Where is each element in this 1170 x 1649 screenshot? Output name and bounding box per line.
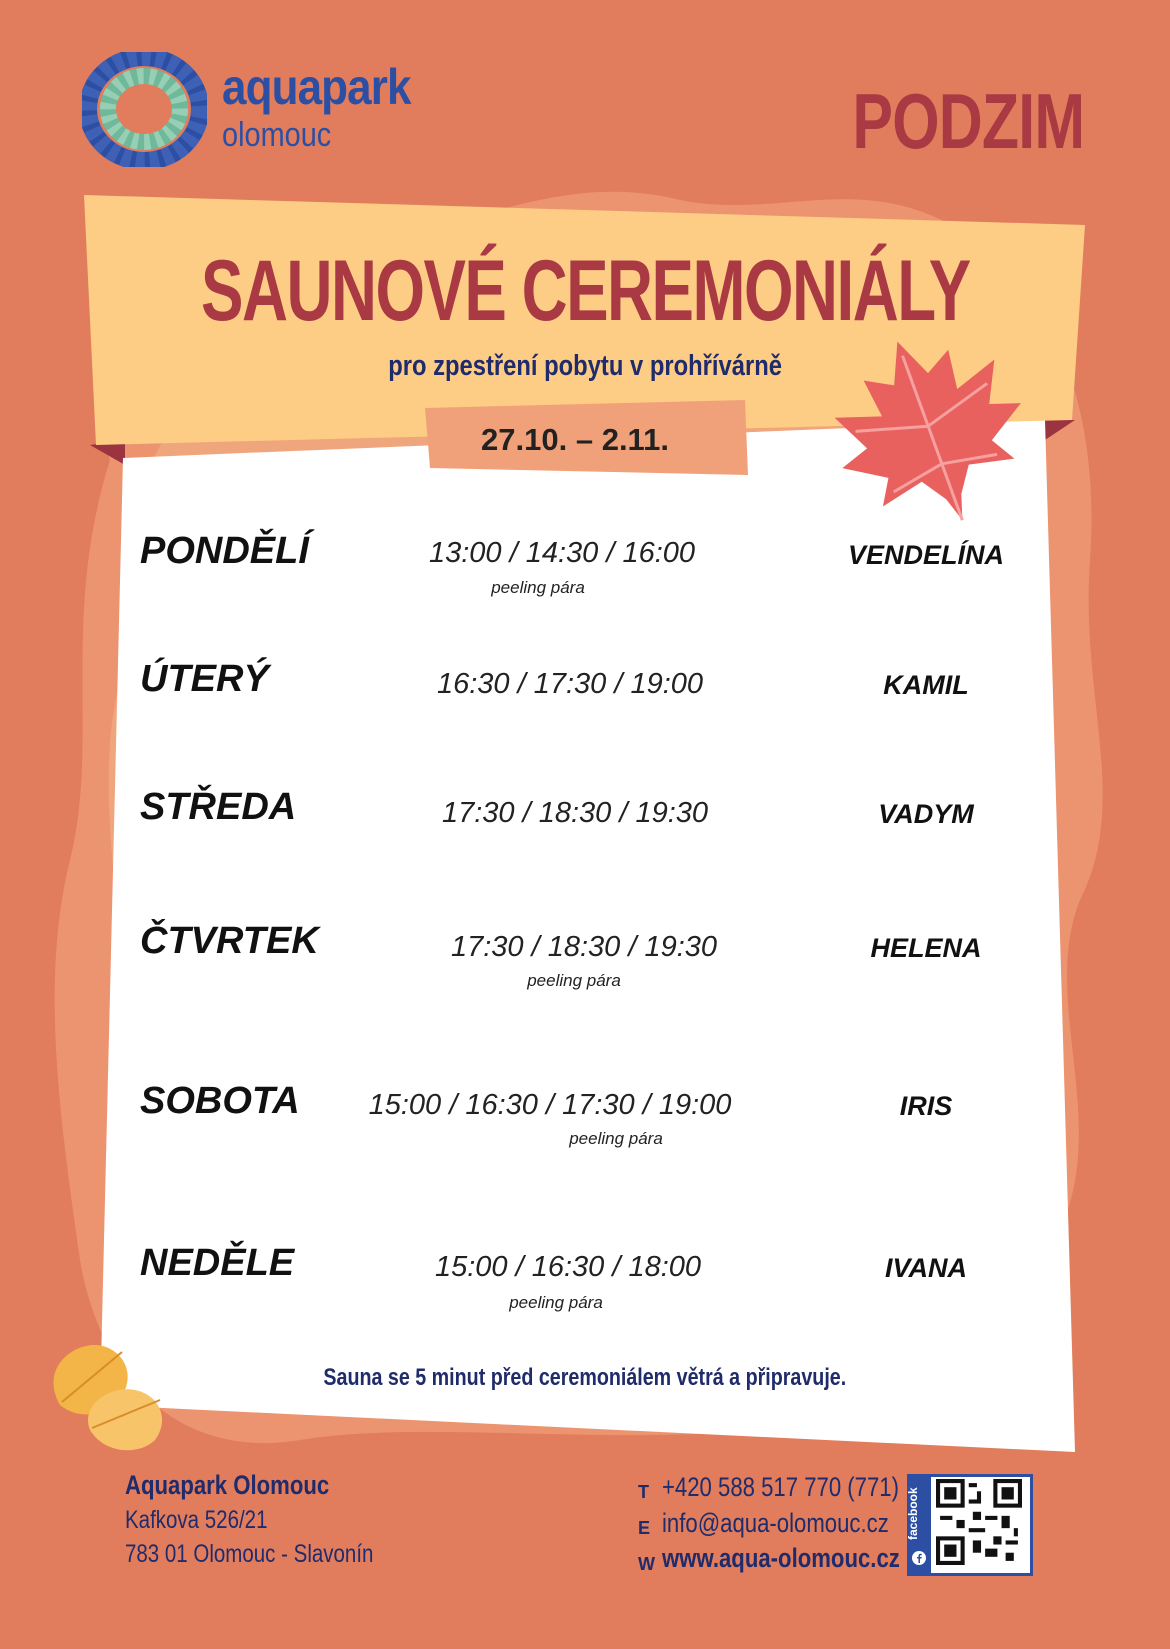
schedule-times: 13:00 / 14:30 / 16:00 xyxy=(428,537,696,569)
schedule-times: 15:00 / 16:30 / 17:30 / 19:00 xyxy=(368,1089,732,1121)
page-title: SAUNOVÉ CEREMONIÁLY xyxy=(200,243,970,339)
qr-code xyxy=(936,1479,1022,1565)
facebook-label: facebook xyxy=(906,1487,920,1540)
schedule-host: KAMIL xyxy=(883,670,969,700)
schedule-note: peeling pára xyxy=(569,1129,663,1148)
contact-label: E xyxy=(638,1518,651,1538)
brand-name-line2: olomouc xyxy=(222,116,332,154)
schedule-host: IRIS xyxy=(899,1091,953,1121)
schedule-times: 17:30 / 18:30 / 19:30 xyxy=(450,931,718,963)
schedule-day: NEDĚLE xyxy=(140,1242,295,1284)
phone-number[interactable]: +420 588 517 770 (771) xyxy=(662,1472,899,1502)
schedule-note: peeling pára xyxy=(509,1293,603,1312)
footer-street: Kafkova 526/21 xyxy=(125,1506,268,1534)
facebook-icon[interactable] xyxy=(911,1550,927,1566)
schedule-host: VENDELÍNA xyxy=(847,540,1004,570)
schedule-day: STŘEDA xyxy=(140,786,297,828)
schedule-host: HELENA xyxy=(870,933,982,963)
date-range: 27.10. – 2.11. xyxy=(481,422,669,457)
season-label: PODZIM xyxy=(852,77,1084,165)
website-link[interactable]: www.aqua-olomouc.cz xyxy=(662,1543,900,1573)
schedule-day: PONDĚLÍ xyxy=(140,530,309,572)
email-link[interactable]: info@aqua-olomouc.cz xyxy=(662,1508,889,1538)
schedule-times: 17:30 / 18:30 / 19:30 xyxy=(441,797,709,829)
schedule-day: ČTVRTEK xyxy=(140,920,319,962)
page-subtitle: pro zpestření pobytu v prohřívárně xyxy=(388,350,782,382)
schedule-day: SOBOTA xyxy=(140,1080,300,1122)
footer-city: 783 01 Olomouc - Slavonín xyxy=(125,1540,374,1568)
contact-label: T xyxy=(638,1482,649,1502)
schedule-day: ÚTERÝ xyxy=(140,658,269,700)
ventilation-notice: Sauna se 5 minut před ceremoniálem větrá a připravuje. xyxy=(323,1364,847,1391)
schedule-note: peeling pára xyxy=(527,971,621,990)
brand-name-line1: aquapark xyxy=(222,59,411,115)
schedule-host: VADYM xyxy=(878,799,974,829)
schedule-note: peeling pára xyxy=(491,578,585,597)
contact-label: W xyxy=(638,1554,655,1574)
schedule-times: 16:30 / 17:30 / 19:00 xyxy=(436,668,704,700)
schedule-times: 15:00 / 16:30 / 18:00 xyxy=(434,1251,702,1283)
schedule-host: IVANA xyxy=(884,1253,967,1283)
footer-company-name: Aquapark Olomouc xyxy=(125,1470,330,1500)
